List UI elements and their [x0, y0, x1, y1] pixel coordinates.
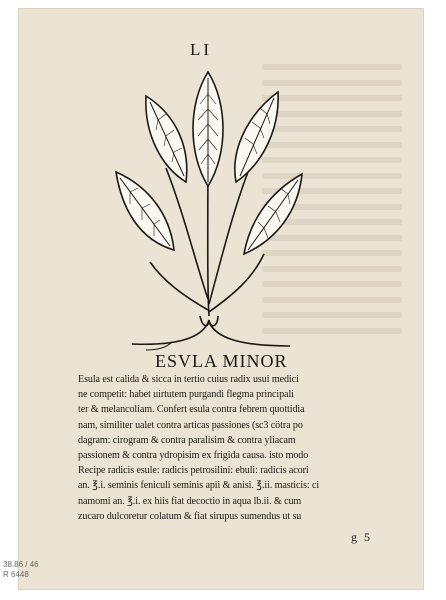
body-text	[78, 372, 378, 524]
signature-mark: g 5	[351, 530, 372, 544]
text-line: nam, similiter ualet contra articas passiones (sc3 cötra po	[78, 419, 303, 431]
esula-plant-woodcut	[112, 64, 306, 354]
inventory-notes	[3, 560, 39, 580]
text-line: passionem & contra ydropisim ex frigida causa. isto modo	[78, 450, 309, 462]
section-heading: ESVLA MINOR	[155, 351, 288, 371]
text-line: ne competit: habet uirtutem purgandi flegma principali	[78, 389, 294, 401]
text-line: zucaro dulcoretur colatum & fiat sirupus sumendus ut su	[78, 510, 302, 522]
text-line: dagram: cirogram & contra paralisim & contra yliacam	[78, 434, 296, 446]
text-line: Recipe radicis esule: radicis petrosilini: ebuli: radicis acori	[78, 465, 309, 477]
text-line: ter & melancoliam. Confert esula contra febrem quottidia	[78, 404, 305, 416]
text-line: an. ℥.i. seminis feniculi seminis apii & anisi. ℥.ii. masticis: ci	[78, 480, 320, 492]
text-line: Esula est calida & sicca in tertio cuius radix usui medici	[78, 374, 299, 385]
inventory-code: R 6448	[3, 570, 29, 579]
inventory-number: 38.86 / 46	[3, 560, 39, 569]
text-line: namomi an. ℥.i. ex hiis fiat decoctio in aqua lb.ii. & cum	[78, 495, 302, 507]
folio-number: LI	[190, 40, 213, 59]
